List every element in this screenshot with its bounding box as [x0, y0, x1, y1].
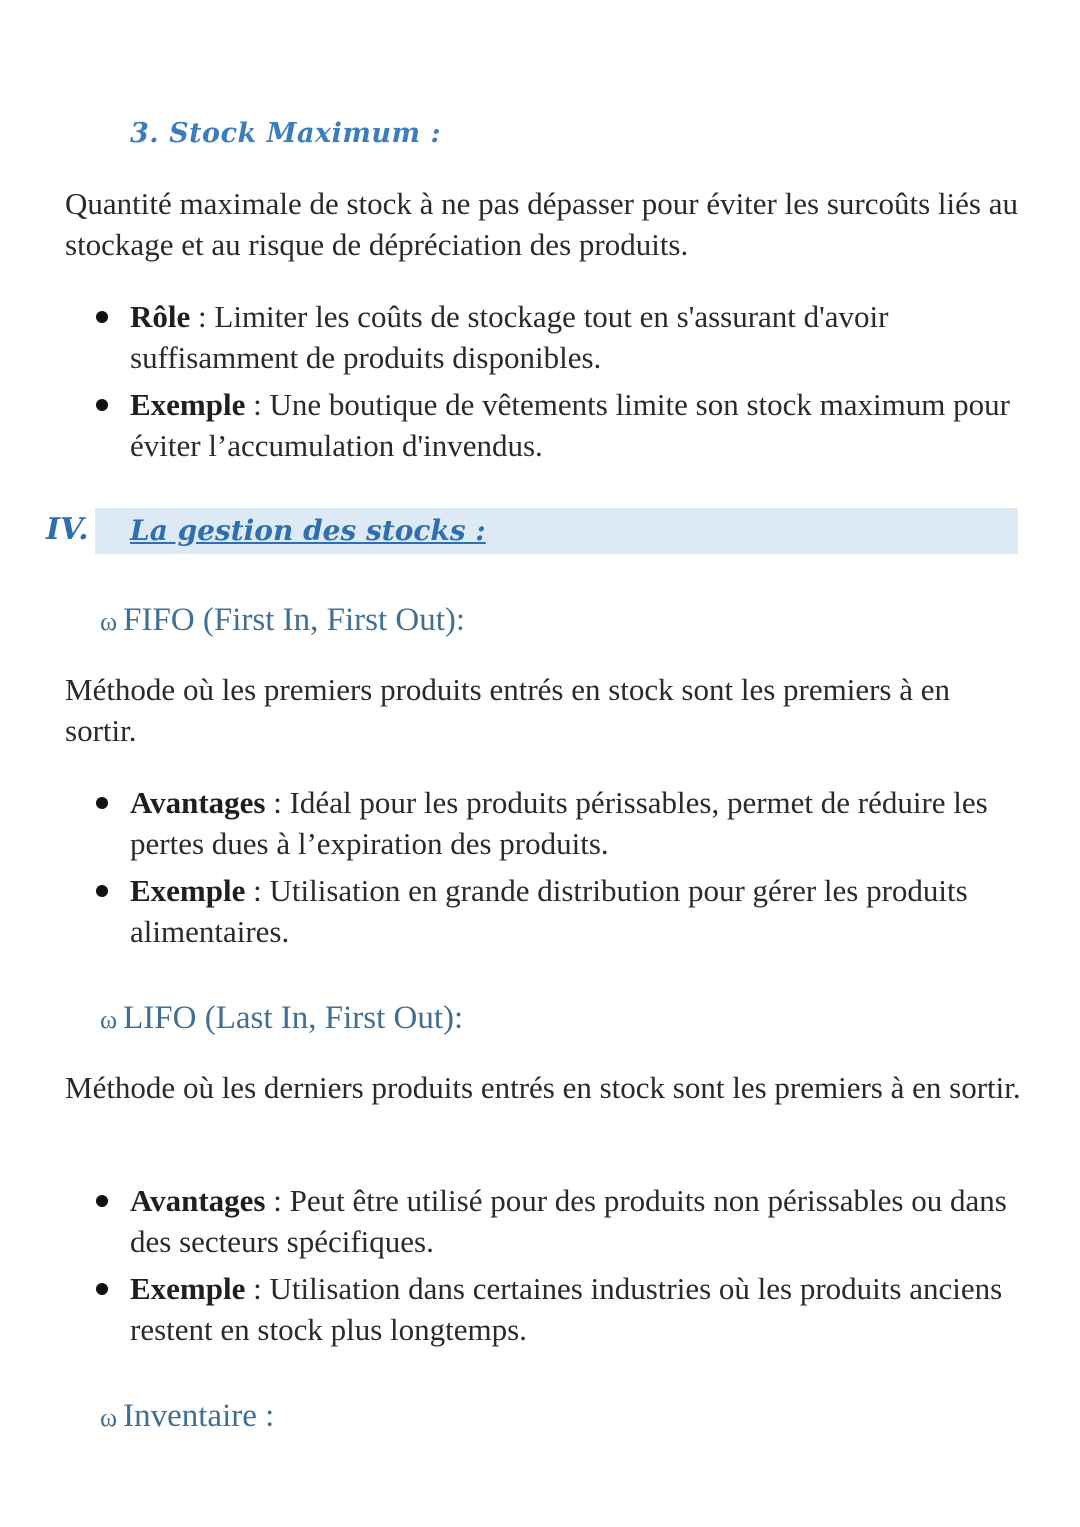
list-item [130, 1268, 1010, 1350]
fifo-bullets [130, 782, 1010, 958]
stock-maximum-bullets [130, 296, 1010, 472]
bullet-label: Exemple [130, 387, 246, 422]
lifo-definition: Méthode où les derniers produits entrés en stock sont les premiers à en sortir. [65, 1070, 1021, 1105]
bullet-text: Limiter les coûts de stockage tout en s'assurant d'avoir suffisamment de produits disponibles. [130, 299, 889, 375]
bullet-text: Utilisation dans certaines industries où les produits anciens restent en stock plus longtemps. [130, 1271, 1003, 1347]
stock-maximum-heading: 3. Stock Maximum : [130, 118, 441, 149]
bullet-separator: : [245, 873, 270, 908]
bullet-separator: : [265, 785, 290, 820]
section-title: La gestion des stocks : [130, 514, 486, 547]
lifo-heading: LIFO (Last In, First Out): [123, 1000, 464, 1036]
omega-bullet-icon: ω [100, 1005, 118, 1034]
bullet-separator: : [245, 1271, 270, 1306]
bullet-label: Exemple [130, 873, 246, 908]
list-item [130, 1180, 1010, 1262]
fifo-heading: FIFO (First In, First Out): [123, 602, 466, 638]
section-numeral: IV. [46, 512, 89, 547]
bullet-label: Rôle [130, 299, 191, 334]
fifo-definition: Méthode où les premiers produits entrés en stock sont les premiers à en sortir. [65, 672, 950, 748]
bullet-icon [96, 885, 108, 897]
bullet-icon [96, 1195, 108, 1207]
inventaire-heading-row [100, 1398, 274, 1435]
lifo-bullets [130, 1180, 1010, 1356]
lifo-heading-row [100, 1000, 463, 1037]
bullet-icon [96, 399, 108, 411]
list-item [130, 296, 1010, 378]
stock-maximum-definition: Quantité maximale de stock à ne pas dépasser pour éviter les surcoûts liés au stockage et au risque de dépréciation des produits. [65, 186, 1018, 262]
bullet-separator: : [265, 1183, 290, 1218]
list-item [130, 384, 1010, 466]
bullet-text: Peut être utilisé pour des produits non périssables ou dans des secteurs spécifiques. [130, 1183, 1007, 1259]
bullet-text: Une boutique de vêtements limite son stock maximum pour éviter l’accumulation d'invendus. [130, 387, 1010, 463]
bullet-icon [96, 797, 108, 809]
bullet-text: Utilisation en grande distribution pour gérer les produits alimentaires. [130, 873, 968, 949]
bullet-icon [96, 1283, 108, 1295]
bullet-separator: : [245, 387, 270, 422]
fifo-heading-row [100, 602, 465, 639]
omega-bullet-icon: ω [100, 1403, 118, 1432]
list-item [130, 782, 1010, 864]
omega-bullet-icon: ω [100, 607, 118, 636]
list-item [130, 870, 1010, 952]
bullet-text: Idéal pour les produits périssables, permet de réduire les pertes dues à l’expiration des produits. [130, 785, 988, 861]
bullet-icon [96, 311, 108, 323]
bullet-label: Avantages [130, 785, 266, 820]
bullet-label: Avantages [130, 1183, 266, 1218]
bullet-label: Exemple [130, 1271, 246, 1306]
inventaire-heading: Inventaire : [123, 1398, 275, 1434]
bullet-separator: : [190, 299, 215, 334]
